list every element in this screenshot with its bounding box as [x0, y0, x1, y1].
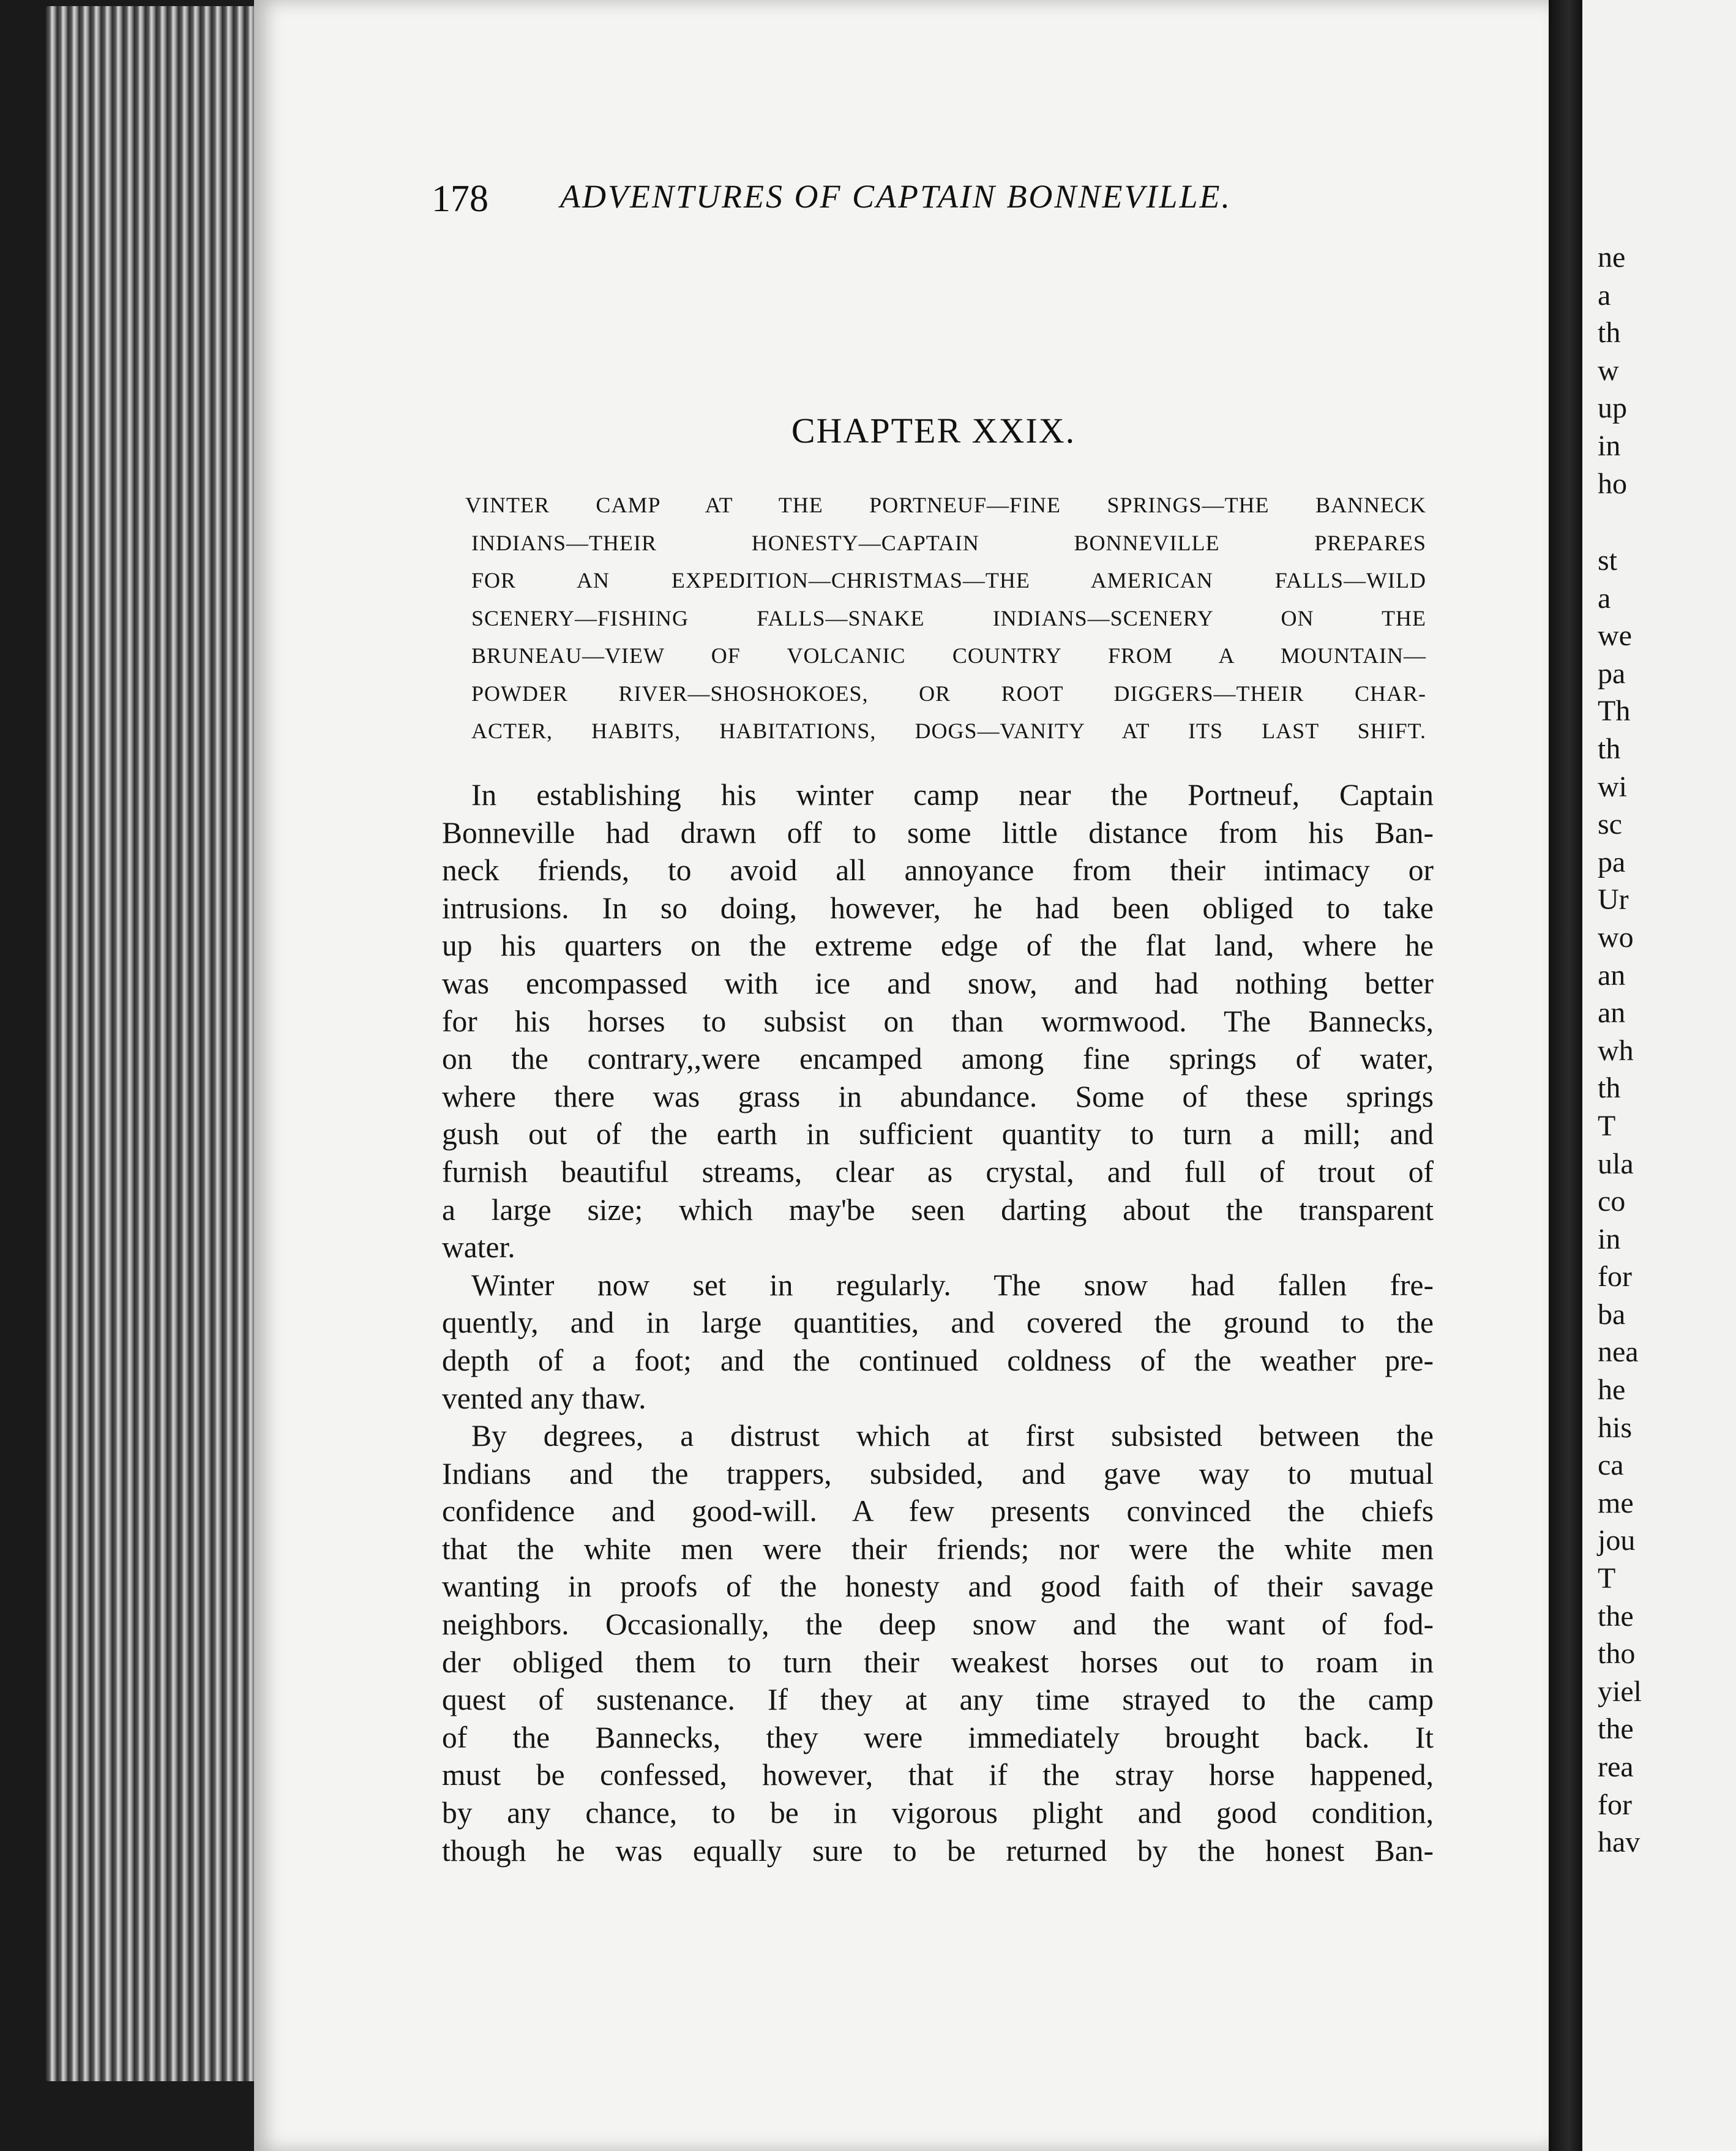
page-header: [432, 178, 1307, 233]
fragment: in: [1598, 1222, 1621, 1255]
fragment: wi: [1598, 770, 1627, 803]
text-line: intrusions. In so doing, however, he had been obliged to take: [442, 891, 1434, 925]
synopsis-line: FOR AN EXPEDITION—CHRISTMAS—THE AMERICAN FALLS—WILD: [471, 568, 1426, 593]
fragment: ula: [1598, 1147, 1634, 1180]
text-line: must be confessed, however, that if the stray horse happened,: [442, 1758, 1434, 1792]
text-line: By degrees, a distrust which at first subsisted between the: [471, 1419, 1434, 1453]
fragment: for: [1598, 1260, 1632, 1293]
text-line: Winter now set in regularly. The snow had fallen fre-: [471, 1268, 1434, 1302]
text-line: of the Bannecks, they were immediately brought back. It: [442, 1720, 1434, 1754]
fragment: jou: [1598, 1524, 1636, 1557]
fragment: ho: [1598, 467, 1627, 500]
text-line: quest of sustenance. If they at any time strayed to the camp: [442, 1683, 1434, 1717]
fragment: th: [1598, 732, 1621, 765]
fragment: st: [1598, 544, 1618, 577]
book-gutter: [1549, 0, 1582, 2151]
fragment: yiel: [1598, 1675, 1642, 1708]
chapter-synopsis: [465, 487, 1426, 750]
fragment: T: [1598, 1562, 1616, 1595]
fragment: pa: [1598, 657, 1626, 690]
fragment: an: [1598, 959, 1626, 992]
fragment: th: [1598, 316, 1621, 350]
fragment: ne: [1598, 241, 1626, 274]
fragment: for: [1598, 1788, 1632, 1821]
fragment: an: [1598, 997, 1626, 1030]
text-line: vented any thaw.: [442, 1381, 646, 1415]
text-line: In establishing his winter camp near the Portneuf, Captain: [471, 778, 1434, 812]
text-line: depth of a foot; and the continued coldness of the weather pre-: [442, 1343, 1434, 1377]
fragment: Th: [1598, 695, 1631, 728]
fragment: hav: [1598, 1826, 1641, 1859]
page-number: 178: [432, 178, 488, 220]
text-line: a large size; which may'be seen darting about the transparent: [442, 1192, 1434, 1227]
book-page-edges: [46, 6, 266, 2081]
text-line: neck friends, to avoid all annoyance from their intimacy or: [442, 853, 1434, 888]
text-line: gush out of the earth in sufficient quantity to turn a mill; and: [442, 1117, 1434, 1151]
fragment: up: [1598, 392, 1627, 425]
text-line: Indians and the trappers, subsided, and gave way to mutual: [442, 1456, 1434, 1491]
synopsis-line: BRUNEAU—VIEW OF VOLCANIC COUNTRY FROM A MOUNTAIN—: [471, 643, 1426, 668]
fragment: in: [1598, 429, 1621, 462]
text-line: though he was equally sure to be returned by the honest Ban-: [442, 1833, 1434, 1868]
paragraph-1: [442, 776, 1434, 1266]
text-line: Bonneville had drawn off to some little distance from his Ban-: [442, 815, 1434, 850]
fragment: w: [1598, 354, 1619, 387]
text-line: wanting in proofs of the honesty and good faith of their savage: [442, 1569, 1434, 1604]
fragment: sc: [1598, 808, 1622, 841]
text-line: that the white men were their friends; nor were the white men: [442, 1532, 1434, 1566]
fragment: th: [1598, 1072, 1621, 1105]
fragment: Ur: [1598, 883, 1629, 916]
fragment: co: [1598, 1185, 1626, 1218]
fragment: rea: [1598, 1751, 1634, 1783]
synopsis-line: ACTER, HABITS, HABITATIONS, DOGS—VANITY AT ITS LAST SHIFT.: [471, 719, 1426, 743]
synopsis-line: INDIANS—THEIR HONESTY—CAPTAIN BONNEVILLE PREPARES: [471, 530, 1426, 555]
text-line: on the contrary,,were encamped among fine springs of water,: [442, 1042, 1434, 1076]
facing-page-text-lower: [1598, 542, 1736, 1861]
fragment: a: [1598, 582, 1611, 615]
fragment: T: [1598, 1109, 1616, 1142]
running-title: ADVENTURES OF CAPTAIN BONNEVILLE.: [560, 178, 1232, 215]
fragment: me: [1598, 1486, 1634, 1519]
paragraph-3: [442, 1417, 1434, 1869]
fragment: his: [1598, 1411, 1633, 1444]
synopsis-line: VINTER CAMP AT THE PORTNEUF—FINE SPRINGS—THE BANNECK: [465, 493, 1426, 517]
text-line: was encompassed with ice and snow, and had nothing better: [442, 966, 1434, 1000]
text-line: confidence and good-will. A few presents convinced the chiefs: [442, 1494, 1434, 1528]
fragment: nea: [1598, 1336, 1639, 1369]
text-line: furnish beautiful streams, clear as crystal, and full of trout of: [442, 1154, 1434, 1189]
fragment: pa: [1598, 845, 1626, 878]
fragment: the: [1598, 1599, 1634, 1633]
text-line: by any chance, to be in vigorous plight and good condition,: [442, 1796, 1434, 1830]
synopsis-line: SCENERY—FISHING FALLS—SNAKE INDIANS—SCENERY ON THE: [471, 605, 1426, 630]
text-line: for his horses to subsist on than wormwood. The Bannecks,: [442, 1004, 1434, 1038]
body-text: [442, 776, 1434, 1869]
text-line: quently, and in large quantities, and covered the ground to the: [442, 1306, 1434, 1340]
fragment: he: [1598, 1374, 1626, 1407]
text-line: der obliged them to turn their weakest horses out to roam in: [442, 1645, 1434, 1679]
fragment: the: [1598, 1713, 1634, 1746]
fragment: tho: [1598, 1637, 1636, 1670]
fragment: a: [1598, 279, 1611, 312]
text-line: up his quarters on the extreme edge of the flat land, where he: [442, 929, 1434, 963]
fragment: ca: [1598, 1449, 1624, 1482]
fragment: wo: [1598, 921, 1634, 954]
fragment: ba: [1598, 1298, 1626, 1331]
fragment: wh: [1598, 1034, 1634, 1067]
text-line: water.: [442, 1230, 515, 1265]
text-line: where there was grass in abundance. Some of these springs: [442, 1079, 1434, 1113]
synopsis-line: POWDER RIVER—SHOSHOKOES, OR ROOT DIGGERS—THEIR CHAR-: [471, 681, 1426, 706]
facing-page-text-top: [1598, 239, 1736, 503]
text-line: neighbors. Occasionally, the deep snow and the want of fod-: [442, 1607, 1434, 1642]
fragment: we: [1598, 619, 1632, 653]
chapter-title: CHAPTER XXIX.: [791, 411, 1076, 451]
paragraph-2: [442, 1266, 1434, 1417]
